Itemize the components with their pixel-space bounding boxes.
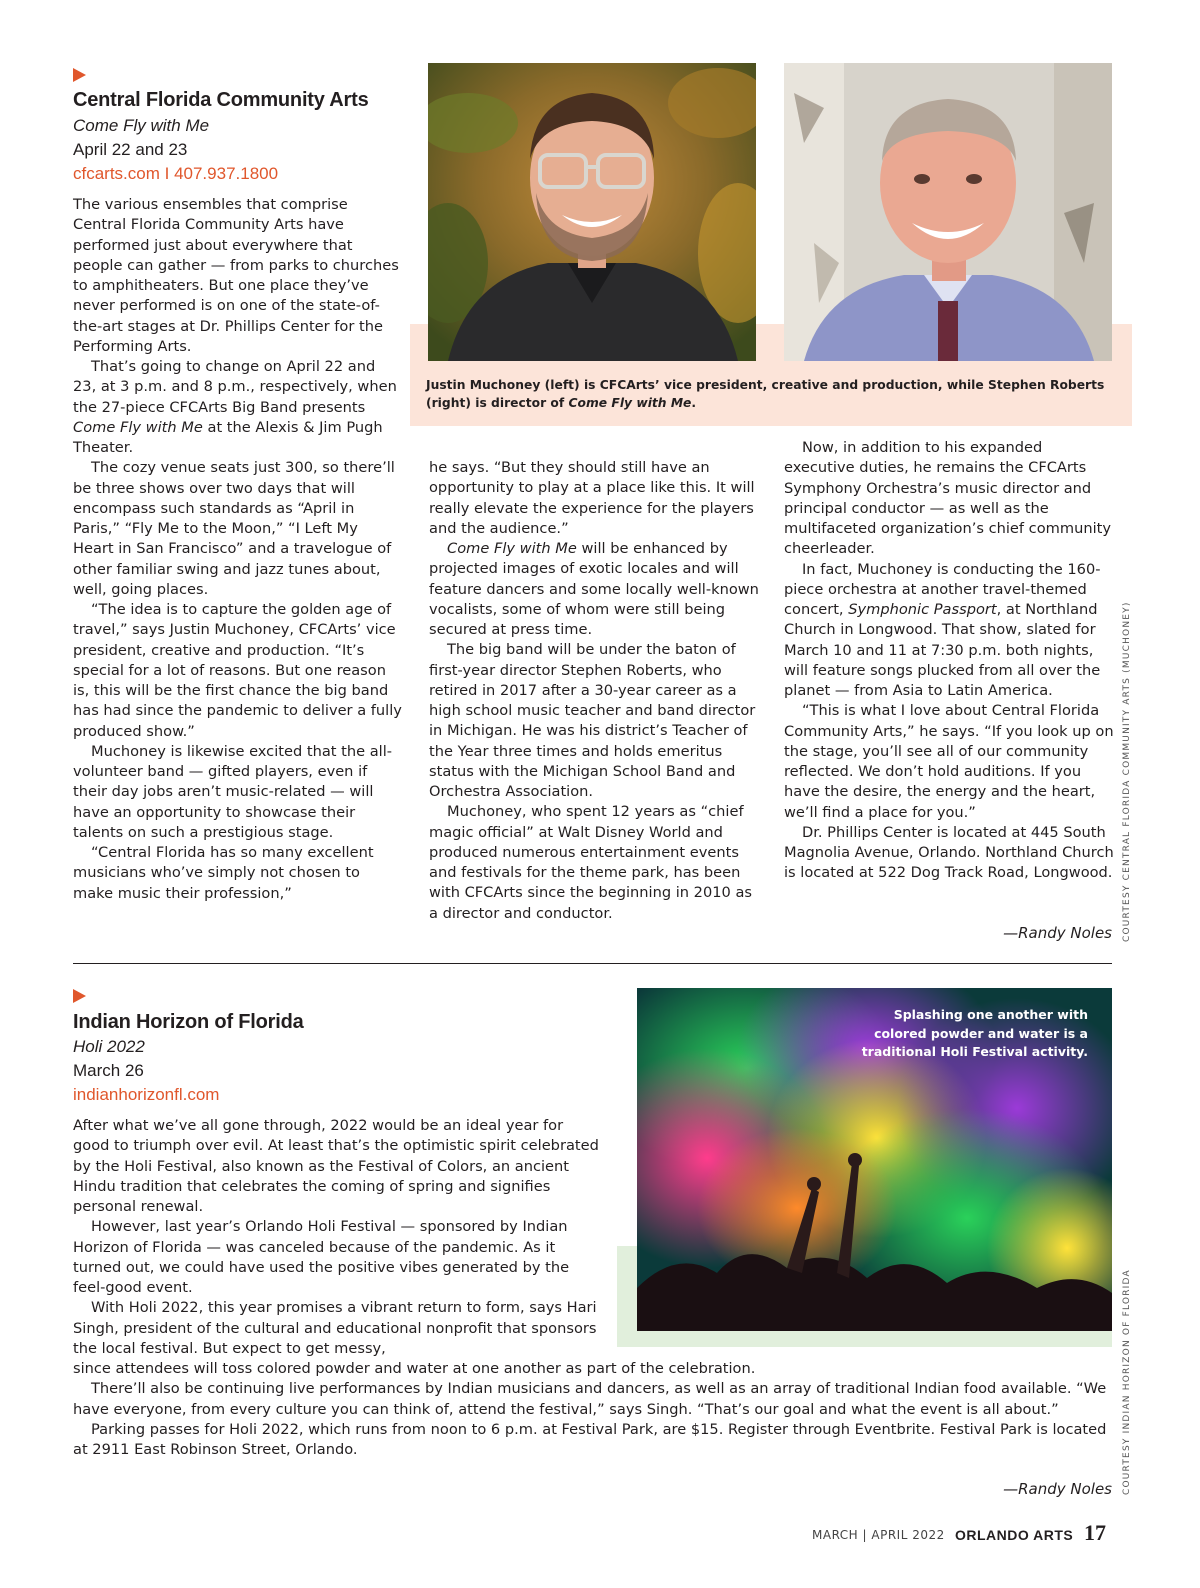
paragraph: The various ensembles that comprise Central Florida Community Arts have performed just about everywhere that people can gather — from parks to churches to amphitheaters. But one place they’ve never performed is on one of the state-of-the-art stages at Dr. Phillips Center for the Performing Arts. <box>73 196 399 355</box>
photo-caption: Justin Muchoney (left) is CFCArts’ vice president, creative and production, while Stephen Roberts (right) is director of Come Fly with Me. <box>426 378 1105 410</box>
issue-date: MARCH | APRIL 2022 <box>812 1528 945 1542</box>
byline: —Randy Noles <box>1003 1480 1112 1498</box>
show-title: Come Fly with Me <box>73 116 210 135</box>
paragraph: After what we’ve all gone through, 2022 would be an ideal year for good to triumph over evil. At least that’s the optimistic spirit celebrated by the Holi Festival, also known as the Festival of Colors, an ancient Hindu tradition that celebrates the coming of spring and signifies personal renewal. <box>73 1117 599 1215</box>
paragraph: Come Fly with Me will be enhanced by projected images of exotic locales and will feature dancers and some locally well-known vocalists, some of whom were still being secured at press time. <box>429 540 759 638</box>
org-title: Indian Horizon of Florida <box>73 1011 304 1033</box>
show-date: April 22 and 23 <box>73 140 188 159</box>
article-body-narrow <box>73 1116 603 1359</box>
paragraph: That’s going to change on April 22 and 23, at 3 p.m. and 8 p.m., respectively, when the 27-piece CFCArts Big Band presents Come Fly with Me at the Alexis & Jim Pugh Theater. <box>73 358 397 456</box>
paragraph: Now, in addition to his expanded executive duties, he remains the CFCArts Symphony Orchestra’s music director and principal conductor — as well as the multifaceted organization’s chief community cheerleader. <box>784 439 1111 558</box>
website-link[interactable]: indianhorizonfl.com <box>73 1085 220 1104</box>
paragraph: There’ll also be continuing live performances by Indian musicians and dancers, as well as an array of traditional Indian food available. “We have everyone, from every culture you can think of, attend the festival,” says Singh. “That’s our goal and what the event is all about.” <box>73 1380 1107 1418</box>
photo-stephen-roberts <box>784 63 1112 361</box>
article-column-2 <box>429 458 759 924</box>
paragraph: Muchoney is likewise excited that the all-volunteer band — gifted players, even if their day jobs aren’t music-related — will have an opportunity to showcase their talents on such a prestigious stage. <box>73 742 393 841</box>
paragraph: Dr. Phillips Center is located at 445 South Magnolia Avenue, Orlando. Northland Church is located at 522 Dog Track Road, Longwood. <box>784 823 1114 882</box>
photo-credit: COURTESY CENTRAL FLORIDA COMMUNITY ARTS (MUCHONEY) <box>1122 601 1132 942</box>
paragraph: However, last year’s Orlando Holi Festival — sponsored by Indian Horizon of Florida — was canceled because of the pandemic. As it turned out, we could have used the positive vibes generated by the feel-good event. <box>73 1218 570 1296</box>
photo-credit: COURTESY INDIAN HORIZON OF FLORIDA <box>1122 1269 1132 1495</box>
show-date: March 26 <box>73 1061 144 1080</box>
contact-link[interactable]: cfcarts.com I 407.937.1800 <box>73 164 279 183</box>
paragraph: The big band will be under the baton of first-year director Stephen Roberts, who retired in 2017 after a 30-year career as a high school music teacher and band director in Michigan. He was his district’s Teacher of the Year three times and holds emeritus status with the Michigan School Band and Orchestra Association. <box>429 641 756 800</box>
page-number: 17 <box>1084 1520 1106 1545</box>
article-column-3 <box>784 438 1114 884</box>
section-marker-icon <box>73 68 86 82</box>
byline: —Randy Noles <box>1003 924 1112 942</box>
article-body-wide <box>73 1359 1113 1460</box>
paragraph: With Holi 2022, this year promises a vibrant return to form, says Hari Singh, president of the cultural and educational nonprofit that sponsors the local festival. But expect to get messy, <box>73 1299 597 1357</box>
article-column-1 <box>73 195 403 904</box>
paragraph: he says. “But they should still have an opportunity to play at a place like this. It will really elevate the experience for the players and the audience.” <box>429 459 755 537</box>
paragraph: Muchoney, who spent 12 years as “chief magic official” at Walt Disney World and produced numerous entertainment events and festivals for the theme park, has been with CFCArts since the beginning in 2010 as a director and conductor. <box>429 803 752 922</box>
paragraph: The cozy venue seats just 300, so there’ll be three shows over two days that will encompass such standards as “April in Paris,” “Fly Me to the Moon,” “I Left My Heart in San Francisco” and a travelogue of other familiar swing and jazz tunes about, well, going places. <box>73 459 395 598</box>
org-title: Central Florida Community Arts <box>73 89 369 111</box>
section-marker-icon <box>73 989 86 1003</box>
paragraph: In fact, Muchoney is conducting the 160-piece orchestra at another travel-themed concert, Symphonic Passport, at Northland Church in Longwood. That show, slated for March 10 and 11 at 7:30 p.m. both nights, will feature songs plucked from all over the planet — from Asia to Latin America. <box>784 560 1101 699</box>
photo-caption: Splashing one another with colored powder and water is a traditional Holi Festival activity. <box>861 1007 1088 1059</box>
magazine-name: ORLANDO ARTS <box>955 1527 1074 1543</box>
paragraph: “Central Florida has so many excellent musicians who’ve simply not chosen to make music their profession,” <box>73 844 374 902</box>
paragraph: “This is what I love about Central Florida Community Arts,” he says. “If you look up on the stage, you’ll see all of our community reflected. We don’t hold auditions. If you have the desire, the energy and the heart, we’ll find a place for you.” <box>784 702 1114 821</box>
paragraph: since attendees will toss colored powder and water at one another as part of the celebration. <box>73 1360 756 1377</box>
show-title: Holi 2022 <box>73 1037 145 1056</box>
paragraph: Parking passes for Holi 2022, which runs from noon to 6 p.m. at Festival Park, are $15. Register through Eventbrite. Festival Park is located at 2911 East Robinson Street, Orlando. <box>73 1420 1107 1458</box>
section-divider <box>73 963 1112 964</box>
paragraph: “The idea is to capture the golden age of travel,” says Justin Muchoney, CFCArts’ vice president, creative and production. “It’s special for a lot of reasons. But one reason is, this will be the first chance the big band has had since the pandemic to deliver a fully produced show.” <box>73 601 402 740</box>
photo-justin-muchoney <box>428 63 756 361</box>
